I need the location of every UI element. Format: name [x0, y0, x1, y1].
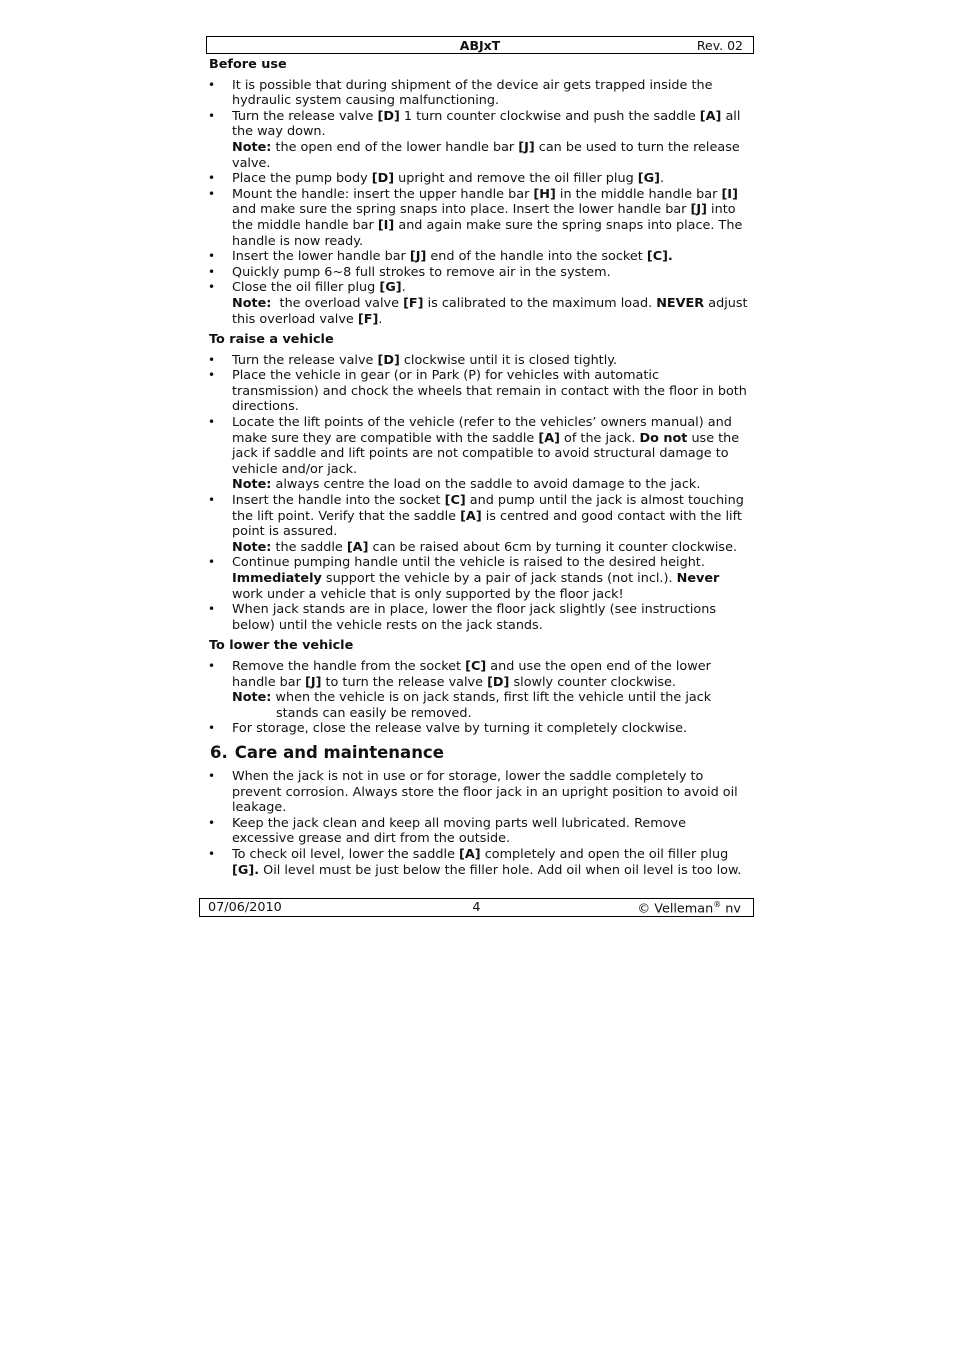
page-header — [206, 36, 754, 54]
list-item: • Keep the jack clean and keep all moving parts well lubricated. Remove excessive grease and dirt from the outside. — [208, 816, 748, 847]
list-item: • To check oil level, lower the saddle [A] completely and open the oil filler plug [G]. Oil level must be just below the filler hole. Add oil when oil level is too low. — [208, 847, 748, 878]
copyright-suffix: nv — [721, 901, 741, 917]
list-item: • Continue pumping handle until the vehicle is raised to the desired height. Immediately support the vehicle by a pair of jack stands (not incl.). Never work under a vehicle that is only supported by the floor jack! — [208, 555, 748, 602]
list-item: • Close the oil filler plug [G]. Note: the overload valve [F] is calibrated to the maximum load. NEVER adjust this overload valve [F]. — [208, 280, 748, 327]
page-footer — [199, 898, 754, 917]
footer-date: 07/06/2010 — [208, 900, 282, 915]
model-code: ABJxT — [459, 38, 501, 53]
raise-vehicle-list — [208, 353, 754, 634]
section-title: Care and maintenance — [234, 742, 444, 762]
page-number: 4 — [472, 900, 481, 915]
list-item: • When jack stands are in place, lower the floor jack slightly (see instructions below) until the vehicle rests on the jack stands. — [208, 602, 748, 633]
list-item: • When the jack is not in use or for storage, lower the saddle completely to prevent corrosion. Always store the floor jack in an upright position to avoid oil leakage. — [208, 769, 748, 816]
copyright — [637, 900, 741, 916]
list-item: • Insert the handle into the socket [C] and pump until the jack is almost touching the lift point. Verify that the saddle [A] is centred and good contact with the lift point is assured. Note: the saddle [A] can be raised about 6cm by turning it counter clockwise. — [208, 493, 748, 555]
care-maintenance-heading — [210, 743, 754, 763]
list-item: • Turn the release valve [D] 1 turn counter clockwise and push the saddle [A] all the way down. Note: the open end of the lower handle bar [J] can be used to turn the release valve. — [208, 109, 748, 171]
list-item: • For storage, close the release valve by turning it completely clockwise. — [208, 721, 748, 737]
list-item: • Place the vehicle in gear (or in Park (P) for vehicles with automatic transmission) and chock the wheels that remain in contact with the floor in both directions. — [208, 368, 748, 415]
list-item: • Place the pump body [D] upright and remove the oil filler plug [G]. — [208, 171, 748, 187]
lower-vehicle-heading: To lower the vehicle — [209, 638, 354, 654]
list-item: • It is possible that during shipment of the device air gets trapped inside the hydraulic system causing malfunctioning. — [208, 78, 748, 109]
copyright-text: © Velleman — [637, 901, 714, 917]
page-content — [206, 57, 754, 878]
list-item: • Locate the lift points of the vehicle (refer to the vehicles’ owners manual) and make sure they are compatible with the saddle [A] of the jack. Do not use the jack if saddle and lift points are not compatible to avoid structural damage to vehicle and/or jack. Note: always centre the load on the saddle to avoid damage to the jack. — [208, 415, 748, 493]
registered-mark: ® — [713, 900, 722, 909]
before-use-list — [208, 78, 754, 328]
list-item: • Remove the handle from the socket [C] and use the open end of the lower handle bar [J] to turn the release valve [D] slowly counter clockwise. Note: when the vehicle is on jack stands, first lift the vehicle until the jack stands can easily be removed. — [208, 659, 748, 721]
before-use-heading: Before use — [209, 57, 287, 72]
care-maintenance-list — [208, 769, 754, 878]
list-item: • Turn the release valve [D] clockwise until it is closed tightly. — [208, 353, 748, 369]
list-item: • Mount the handle: insert the upper handle bar [H] in the middle handle bar [I] and make sure the spring snaps into place. Insert the lower handle bar [J] into the middle handle bar [I] and again make sure the spring snaps into place. The handle is now ready. — [208, 187, 748, 249]
section-number: 6. — [210, 742, 228, 762]
raise-vehicle-heading: To raise a vehicle — [209, 332, 334, 348]
lower-vehicle-list — [208, 659, 754, 737]
list-item: • Insert the lower handle bar [J] end of the handle into the socket [C]. — [208, 249, 748, 265]
revision-label: Rev. 02 — [696, 38, 743, 53]
document-page — [206, 36, 754, 883]
list-item: • Quickly pump 6~8 full strokes to remove air in the system. — [208, 265, 748, 281]
